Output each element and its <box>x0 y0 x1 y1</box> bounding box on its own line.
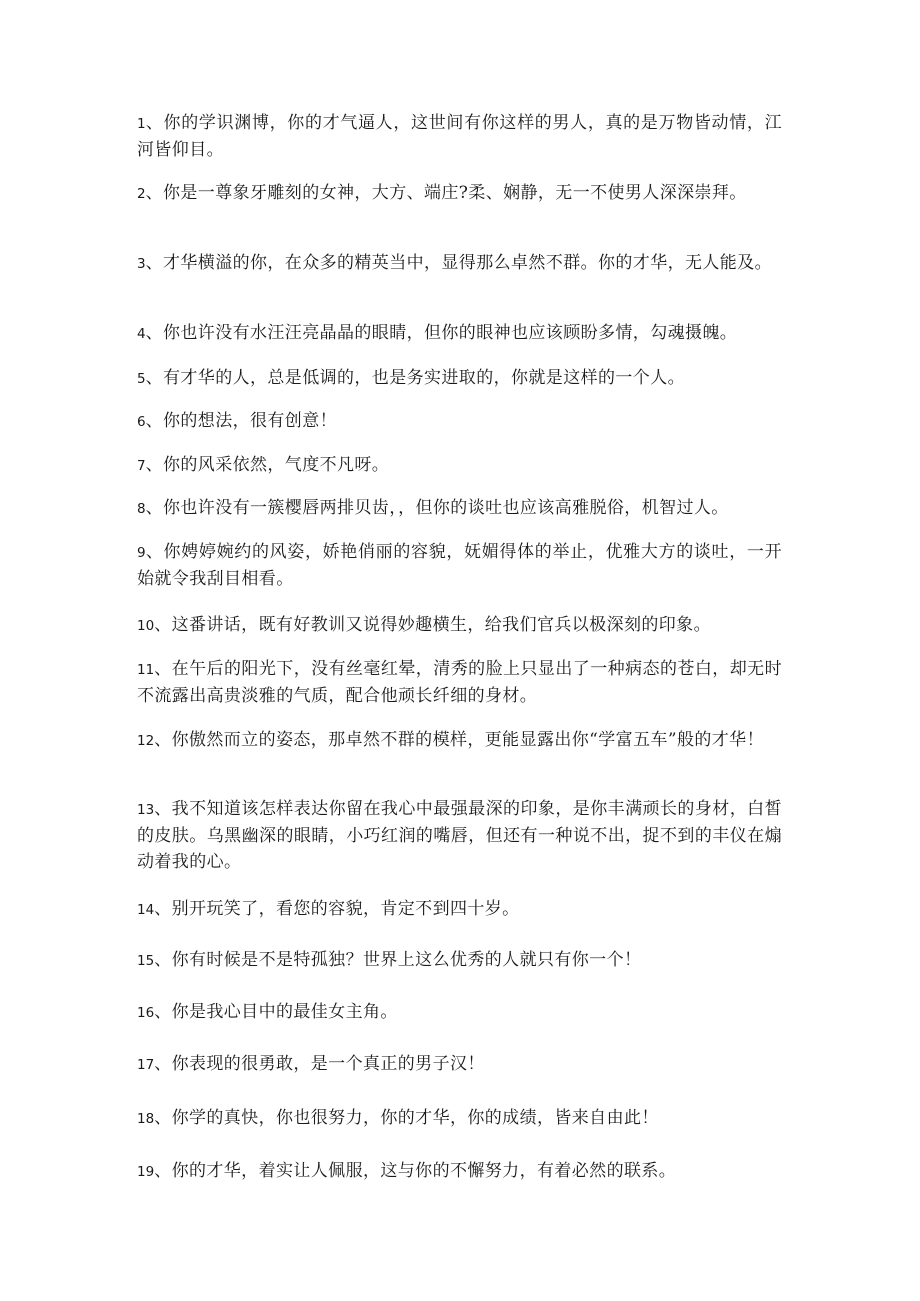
list-item <box>137 408 782 435</box>
item-number: 5 <box>137 371 146 387</box>
item-number: 15 <box>137 953 155 969</box>
item-text: 、别开玩笑了，看您的容貌，肯定不到四十岁。 <box>154 899 520 919</box>
item-text: 、你傲然而立的姿态，那卓然不群的模样，更能显露出你“学富五车”般的才华！ <box>154 730 764 750</box>
list-item <box>137 539 782 592</box>
item-text: 、这番讲话，既有好教训又说得妙趣横生，给我们官兵以极深刻的印象。 <box>154 615 711 635</box>
list-item <box>137 110 782 163</box>
item-number: 1 <box>137 116 146 132</box>
item-number: 10 <box>137 618 155 634</box>
list-item <box>137 612 782 639</box>
item-text: 、你的学识渊博，你的才气逼人，这世间有你这样的男人，真的是万物皆动情，江河皆仰目。 <box>137 113 782 160</box>
item-text: 、才华横溢的你，在众多的精英当中，显得那么卓然不群。你的才华，无人能及。 <box>145 253 772 273</box>
list-item <box>137 365 782 392</box>
item-text: 、你也许没有一簇樱唇两排贝齿，，但你的谈吐也应该高雅脱俗，机智过人。 <box>145 498 729 518</box>
item-number: 16 <box>137 1005 155 1021</box>
list-item <box>137 1051 782 1078</box>
item-number: 7 <box>137 458 146 474</box>
item-text: 、你是一尊象牙雕刻的女神，大方、端庄?柔、娴静，无一不使男人深深崇拜。 <box>145 183 747 203</box>
item-text: 、你娉婷婉约的风姿，娇艳俏丽的容貌，妩媚得体的举止，优雅大方的谈吐，一开始就令我刮目相看。 <box>137 542 782 589</box>
list-item <box>137 999 782 1026</box>
list-item <box>137 796 782 875</box>
item-number: 4 <box>137 326 146 342</box>
list-item <box>137 947 782 974</box>
list-item <box>137 452 782 479</box>
item-number: 3 <box>137 256 146 272</box>
list-item <box>137 727 782 754</box>
item-text: 、你有时候是不是特孤独？世界上这么优秀的人就只有你一个！ <box>154 950 642 970</box>
item-text: 、你的想法，很有创意！ <box>145 411 337 431</box>
item-number: 12 <box>137 733 155 749</box>
item-number: 19 <box>137 1164 155 1180</box>
item-number: 11 <box>137 662 155 678</box>
list-item <box>137 1158 782 1185</box>
list-item <box>137 495 782 522</box>
item-number: 8 <box>137 501 146 517</box>
list-item <box>137 656 782 709</box>
item-number: 18 <box>137 1111 155 1127</box>
item-text: 、你学的真快，你也很努力，你的才华，你的成绩，皆来自由此！ <box>154 1108 659 1128</box>
list-item <box>137 320 782 347</box>
list-item <box>137 250 782 277</box>
list-item <box>137 180 782 207</box>
item-number: 9 <box>137 545 146 561</box>
item-text: 、你是我心目中的最佳女主角。 <box>154 1002 398 1022</box>
list-item <box>137 1105 782 1132</box>
list-item <box>137 896 782 923</box>
item-text: 、你的风采依然，气度不凡呀。 <box>145 455 390 475</box>
item-text: 、你的才华，着实让人佩服，这与你的不懈努力，有着必然的联系。 <box>154 1161 677 1181</box>
item-text: 、你也许没有水汪汪亮晶晶的眼睛，但你的眼神也应该顾盼多情，勾魂摄魄。 <box>145 323 738 343</box>
item-number: 6 <box>137 414 146 430</box>
item-text: 、有才华的人，总是低调的，也是务实进取的，你就是这样的一个人。 <box>145 368 685 388</box>
item-number: 2 <box>137 186 146 202</box>
item-number: 13 <box>137 802 155 818</box>
item-text: 、你表现的很勇敢，是一个真正的男子汉！ <box>154 1054 485 1074</box>
item-text: 、在午后的阳光下，没有丝毫红晕，清秀的脸上只显出了一种病态的苍白，却无时不流露出高贵淡雅的气质，配合他顽长纤细的身材。 <box>137 659 782 706</box>
item-number: 17 <box>137 1057 155 1073</box>
item-text: 、我不知道该怎样表达你留在我心中最强最深的印象，是你丰满顽长的身材，白皙的皮肤。乌黑幽深的眼睛，小巧红润的嘴唇，但还有一种说不出，捉不到的丰仪在煽动着我的心。 <box>137 799 782 872</box>
item-number: 14 <box>137 902 155 918</box>
